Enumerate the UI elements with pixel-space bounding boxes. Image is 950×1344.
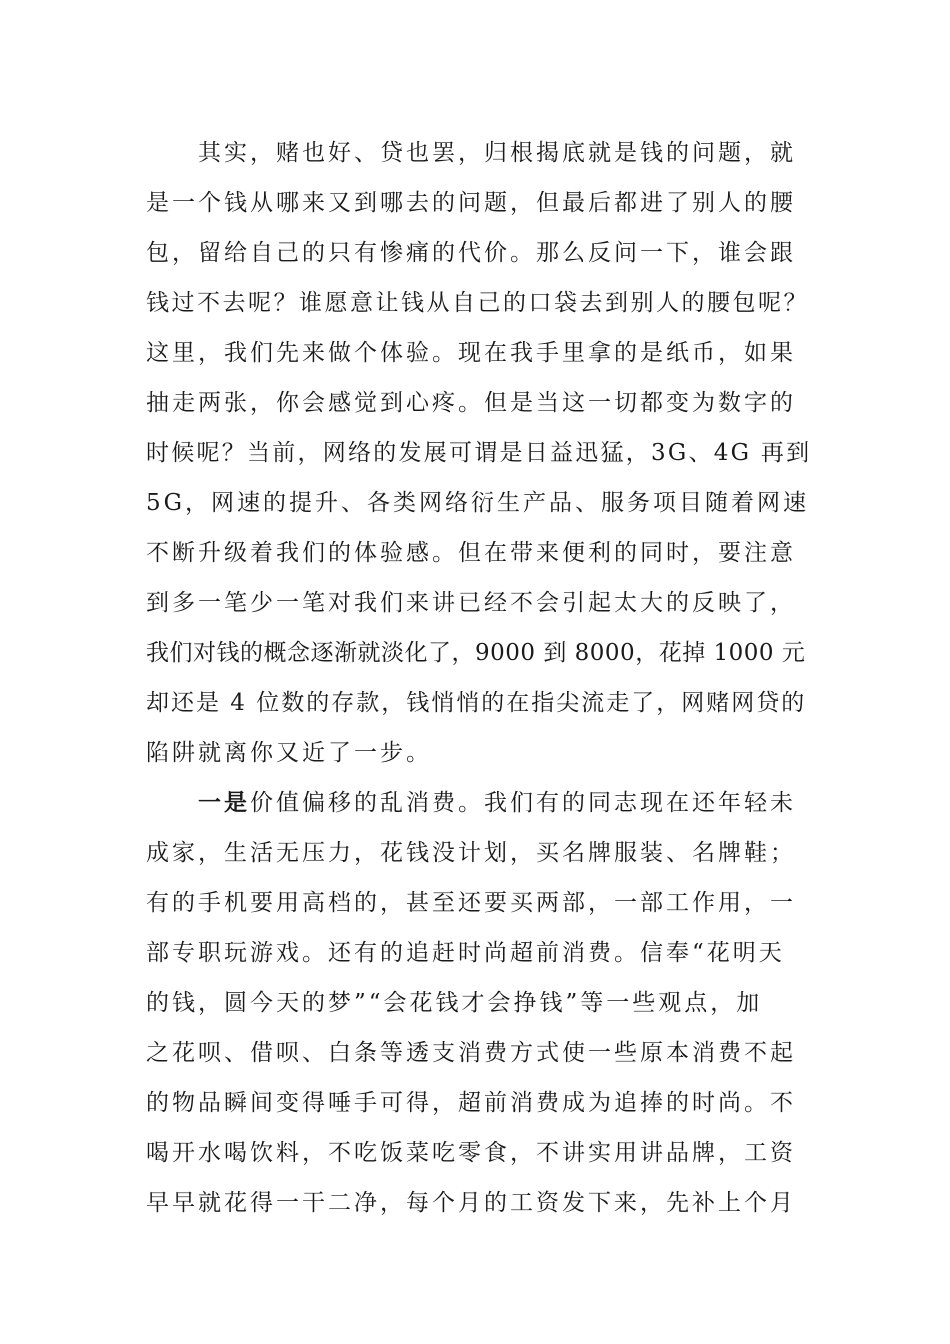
paragraph-2-line: 成家，生活无压力，花钱没计划，买名牌服装、名牌鞋； xyxy=(146,840,796,866)
paragraph-2-line: 喝开水喝饮料，不吃饭菜吃零食，不讲实用讲品牌，工资 xyxy=(146,1140,796,1166)
paragraph-2-line: 之花呗、借呗、白条等透支消费方式使一些原本消费不起 xyxy=(146,1040,796,1066)
paragraph-1-line: 钱过不去呢？谁愿意让钱从自己的口袋去到别人的腰包呢？ xyxy=(146,290,809,316)
paragraph-1-line: 我们对钱的概念逐渐就淡化了，9000 到 8000，花掉 1000 元 xyxy=(146,640,806,666)
paragraph-1-line: 抽走两张，你会感觉到心疼。但是当这一切都变为数字的 xyxy=(146,390,796,416)
paragraph-1-line: 不断升级着我们的体验感。但在带来便利的同时，要注意 xyxy=(146,540,796,566)
paragraph-2-first-line-text: 价值偏移的乱消费。我们有的同志现在还年轻未 xyxy=(250,790,796,816)
paragraph-1-line: 是一个钱从哪来又到哪去的问题，但最后都进了别人的腰 xyxy=(146,190,796,216)
paragraph-2-lead: 一是 xyxy=(198,789,250,816)
paragraph-2-line: 早早就花得一干二净，每个月的工资发下来，先补上个月 xyxy=(146,1190,796,1216)
paragraph-1-line: 这里，我们先来做个体验。现在我手里拿的是纸币，如果 xyxy=(146,340,796,366)
paragraph-2-line: 的钱，圆今天的梦”“会花钱才会挣钱”等一些观点，加 xyxy=(146,990,763,1016)
body-text xyxy=(146,128,811,1228)
paragraph-2-line: 的物品瞬间变得唾手可得，超前消费成为追捧的时尚。不 xyxy=(146,1090,796,1116)
paragraph-1-line: 时候呢？当前，网络的发展可谓是日益迅猛，3G、4G 再到 xyxy=(146,440,812,466)
paragraph-1-line: 陷阱就离你又近了一步。 xyxy=(146,740,432,766)
paragraph-2-first-line xyxy=(146,778,811,828)
paragraph-1-line: 包，留给自己的只有惨痛的代价。那么反问一下，谁会跟 xyxy=(146,240,796,266)
paragraph-2-line: 有的手机要用高档的，甚至还要买两部，一部工作用，一 xyxy=(146,890,796,916)
paragraph-1-line: 其实，赌也好、贷也罢，归根揭底就是钱的问题，就 xyxy=(198,140,796,166)
paragraph-1-line: 却还是 4 位数的存款，钱悄悄的在指尖流走了，网赌网贷的 xyxy=(146,690,807,716)
paragraph-2-line: 部专职玩游戏。还有的追赶时尚超前消费。信奉“花明天 xyxy=(146,940,785,966)
paragraph-1-line: 到多一笔少一笔对我们来讲已经不会引起太大的反映了， xyxy=(146,590,796,616)
paragraph-1-line: 5G，网速的提升、各类网络衍生产品、服务项目随着网速 xyxy=(146,490,810,516)
